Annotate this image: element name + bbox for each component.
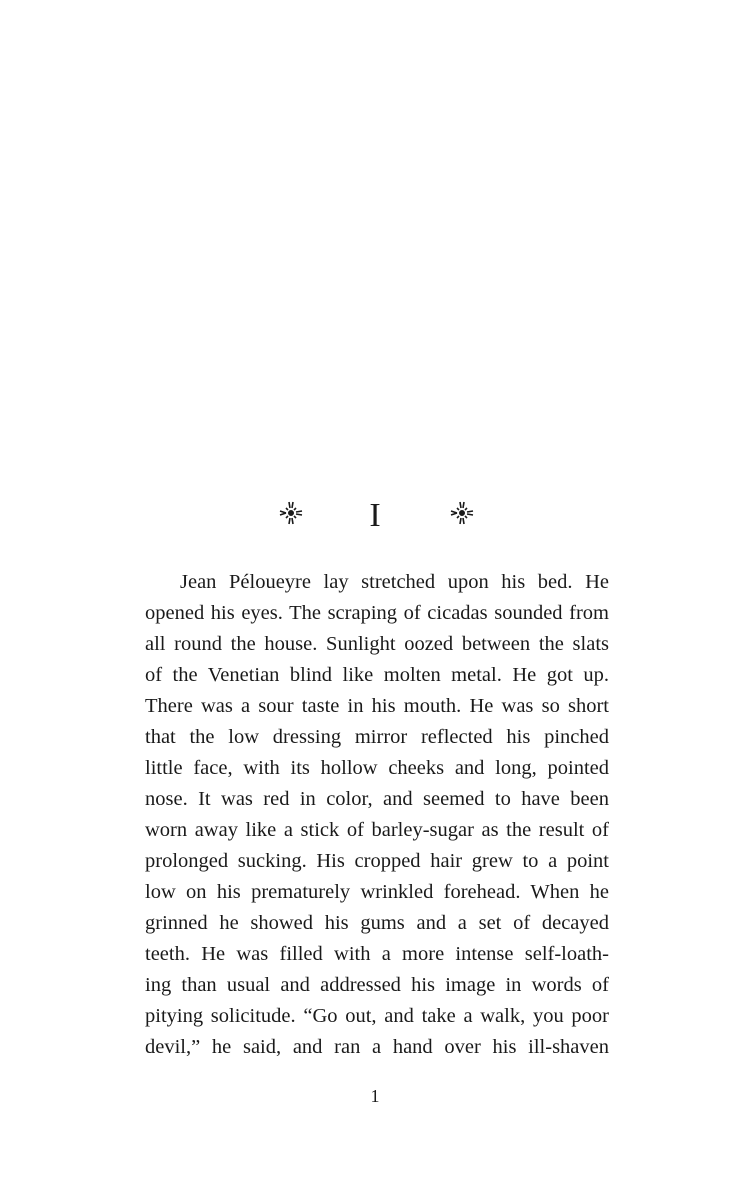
text-line: pitying solicitude. “Go out, and take a walk, you poor — [145, 1005, 609, 1027]
text-line: grinned he showed his gums and a set of decayed — [145, 912, 609, 934]
text-line: prolonged sucking. His cropped hair grew to a point — [145, 850, 609, 872]
text-line: nose. It was red in color, and seemed to have been — [145, 788, 609, 810]
text-line: low on his prematurely wrinkled forehead. When he — [145, 881, 609, 903]
chapter-heading — [0, 494, 750, 538]
text-line: teeth. He was filled with a more intense self-loath- — [145, 943, 609, 965]
body-text — [145, 567, 609, 1063]
chapter-number: I — [369, 497, 381, 534]
text-line: Jean Péloueyre lay stretched upon his bed. He — [180, 571, 609, 593]
text-line: all round the house. Sunlight oozed between the slats — [145, 633, 609, 655]
text-line: There was a sour taste in his mouth. He was so short — [145, 695, 609, 717]
text-line: worn away like a stick of barley-sugar as the result of — [145, 819, 609, 841]
text-line: devil,” he said, and ran a hand over his ill-shaven — [145, 1036, 609, 1058]
text-line: of the Venetian blind like molten metal. He got up. — [145, 664, 609, 686]
text-line: opened his eyes. The scraping of cicadas sounded from — [145, 602, 609, 624]
text-line: that the low dressing mirror reflected his pinched — [145, 726, 609, 748]
text-line: little face, with its hollow cheeks and long, pointed — [145, 757, 609, 779]
page-number: 1 — [370, 1086, 380, 1106]
text-line: ing than usual and addressed his image in words of — [145, 974, 609, 996]
ornament-icon — [449, 500, 475, 526]
